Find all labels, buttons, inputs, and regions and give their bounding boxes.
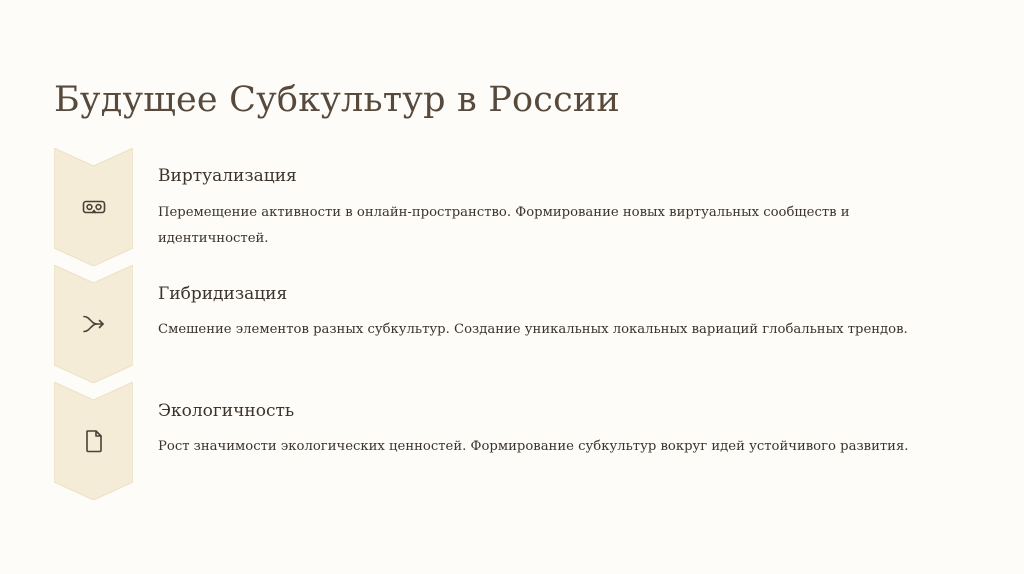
chevron-step-2 <box>54 265 133 383</box>
chevron-step-3 <box>54 382 133 500</box>
item-title-ecology: Экологичность <box>158 401 295 421</box>
document-icon <box>81 428 107 454</box>
item-title-hybridization: Гибридизация <box>158 284 288 304</box>
chevron-step-1 <box>54 148 133 266</box>
item-title-virtualization: Виртуализация <box>158 166 297 186</box>
slide-title: Будущее Субкультур в России <box>54 80 620 120</box>
merge-arrow-icon <box>81 311 107 337</box>
item-description-hybridization: Смешение элементов разных субкультур. Создание уникальных локальных вариаций глобальных трендов. <box>158 322 908 337</box>
vr-headset-icon <box>81 194 107 220</box>
item-description-ecology: Рост значимости экологических ценностей. Формирование субкультур вокруг идей устойчивого развития. <box>158 439 909 454</box>
item-description-virtualization: Перемещение активности в онлайн-пространство. Формирование новых виртуальных сообществ и идентичностей. <box>158 205 850 246</box>
